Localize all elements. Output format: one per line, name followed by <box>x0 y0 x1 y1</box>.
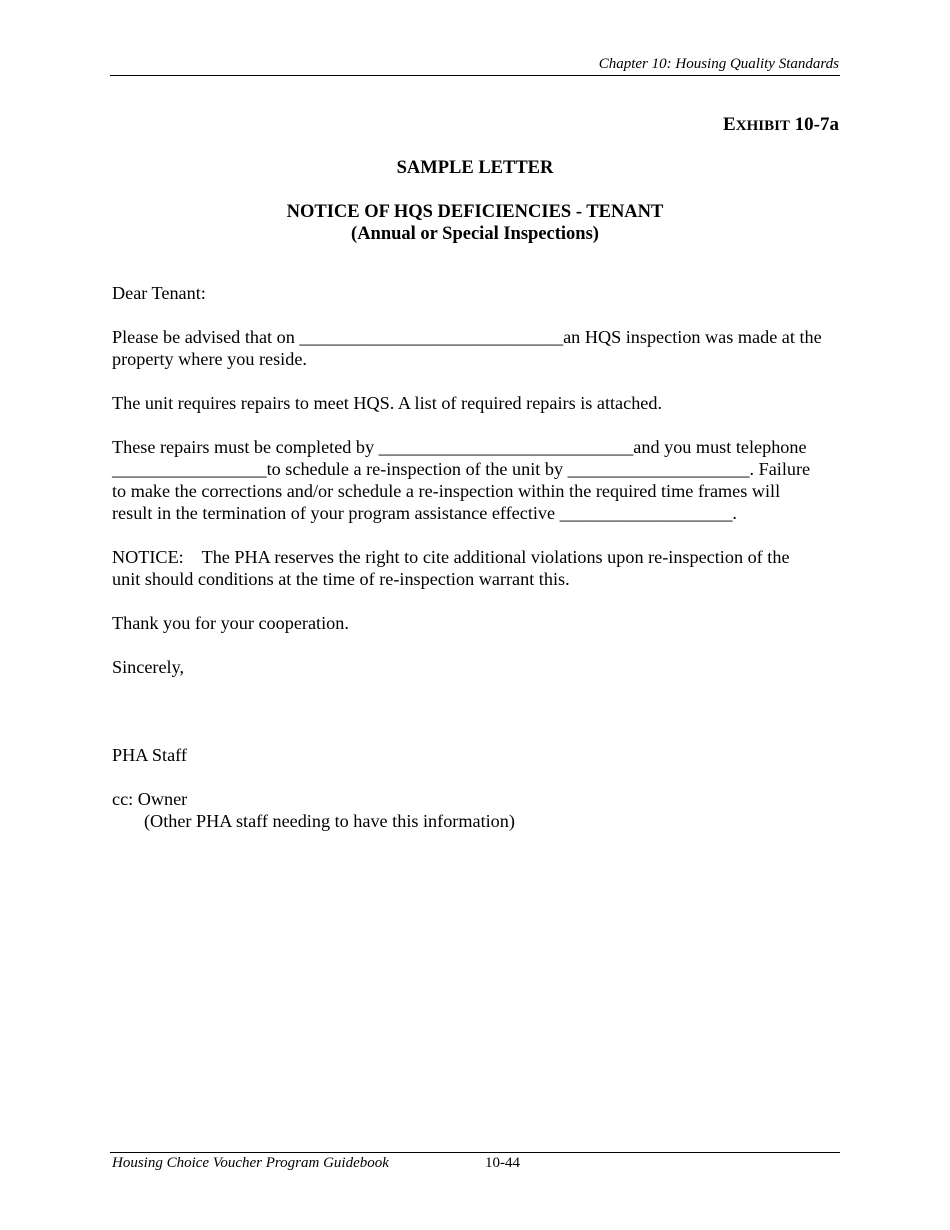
exhibit-label <box>723 114 839 136</box>
thanks-line: Thank you for your cooperation. <box>112 613 349 633</box>
salutation: Dear Tenant: <box>112 283 206 303</box>
footer-guidebook-title: Housing Choice Voucher Program Guidebook <box>112 1155 389 1171</box>
closing: Sincerely, <box>112 657 185 677</box>
notice-paragraph-line-2: unit should conditions at the time of re-inspection warrant this. <box>112 569 570 589</box>
cc-line-1: cc: Owner <box>112 789 188 809</box>
exhibit-label-cap: E <box>723 114 736 135</box>
paragraph-3-line-2: _________________to schedule a re-inspection of the unit by ____________________. Failure <box>112 459 811 479</box>
footer-rule <box>110 1152 840 1153</box>
paragraph-3-line-3: to make the corrections and/or schedule a re-inspection within the required time frames will <box>112 481 781 501</box>
paragraph-3-line-1: These repairs must be completed by ____________________________and you must telephone <box>112 437 807 457</box>
paragraph-2: The unit requires repairs to meet HQS. A list of required repairs is attached. <box>112 393 663 413</box>
notice-paragraph-line-1: NOTICE: The PHA reserves the right to cite additional violations upon re-inspection of the <box>112 547 790 567</box>
exhibit-number: 10-7a <box>789 114 839 135</box>
paragraph-3-line-4: result in the termination of your program assistance effective ___________________. <box>112 503 737 523</box>
notice-subtitle: (Annual or Special Inspections) <box>351 224 599 244</box>
notice-title: NOTICE OF HQS DEFICIENCIES - TENANT <box>286 202 664 222</box>
page-number: 10-44 <box>485 1155 520 1171</box>
paragraph-1-line-1: Please be advised that on _____________________________an HQS inspection was made at the <box>112 327 822 347</box>
header-rule <box>110 75 840 76</box>
signer: PHA Staff <box>112 745 187 765</box>
exhibit-label-small: XHIBIT <box>735 118 790 134</box>
sample-letter-heading: SAMPLE LETTER <box>396 158 554 178</box>
paragraph-1-line-2: property where you reside. <box>112 349 307 369</box>
cc-line-2: (Other PHA staff needing to have this information) <box>144 811 515 831</box>
running-header: Chapter 10: Housing Quality Standards <box>598 56 839 72</box>
